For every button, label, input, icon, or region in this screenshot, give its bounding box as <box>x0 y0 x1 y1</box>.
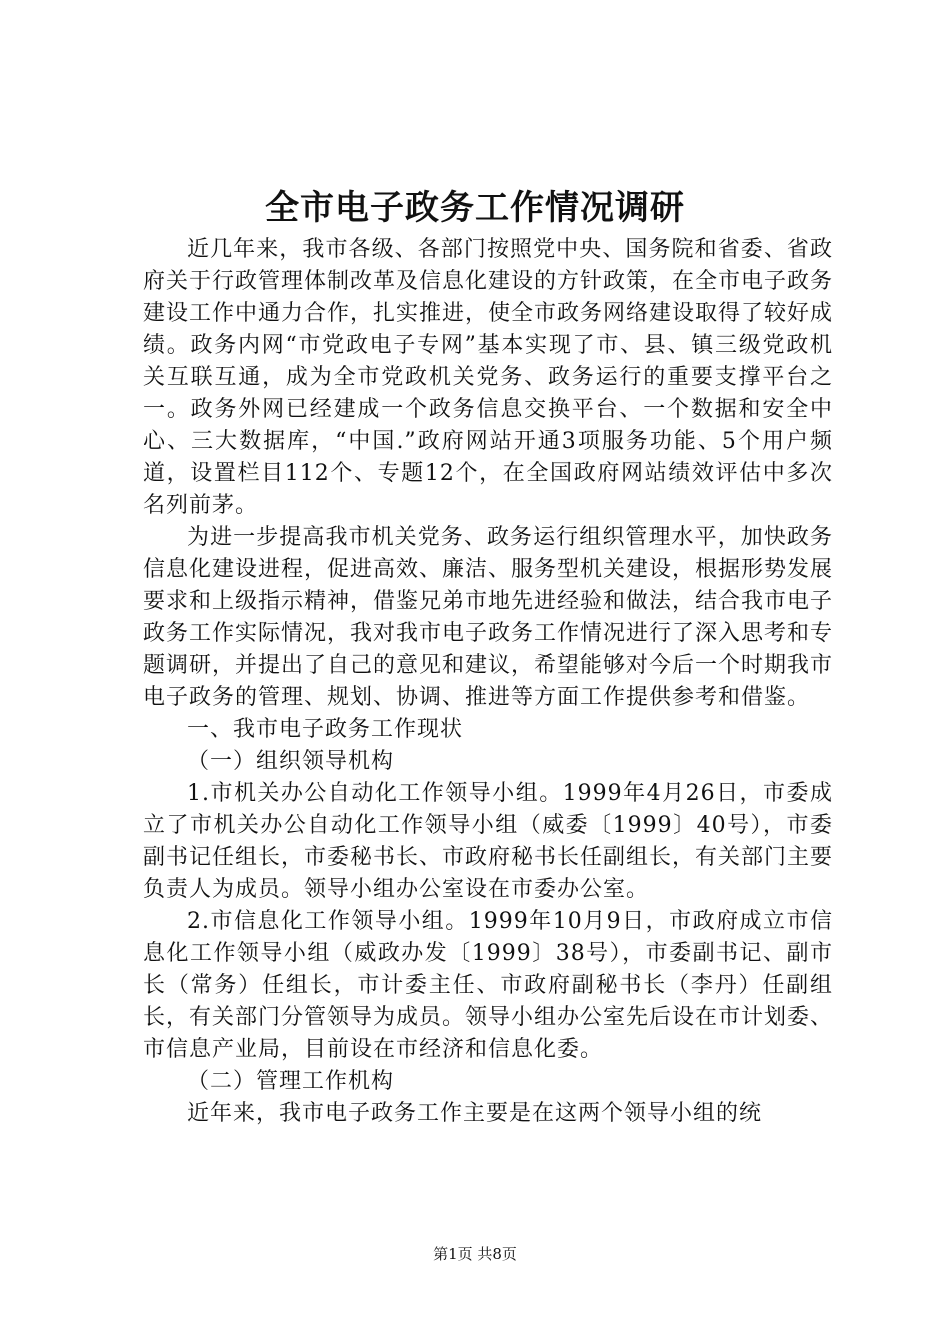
paragraph-item-1: 1.市机关办公自动化工作领导小组。1999年4月26日，市委成立了市机关办公自动化工作领导小组（威委〔1999〕40号），市委副书记任组长，市委秘书长、市政府秘书长任副组长，有关部门主要负责人为成员。领导小组办公室设在市委办公室。 <box>143 781 834 902</box>
paragraph-continuation: 近年来，我市电子政务工作主要是在这两个领导小组的统 <box>187 1101 763 1126</box>
paragraph-purpose: 为进一步提高我市机关党务、政务运行组织管理水平，加快政务信息化建设进程，促进高效、廉洁、服务型机关建设，根据形势发展要求和上级指示精神，借鉴兄弟市地先进经验和做法，结合我市电子政务工作实际情况，我对我市电子政务工作情况进行了深入思考和专题调研，并提出了自己的意见和建议，希望能够对今后一个时期我市电子政务的管理、规划、协调、推进等方面工作提供参考和借鉴。 <box>143 525 834 710</box>
section-heading: 一、我市电子政务工作现状 <box>187 717 464 742</box>
paragraph-item-2: 2.市信息化工作领导小组。1999年10月9日，市政府成立市信息化工作领导小组（威政办发〔1999〕38号），市委副书记、副市长（常务）任组长，市计委主任、市政府副秘书长（李丹）任副组长，有关部门分管领导为成员。领导小组办公室先后设在市计划委、市信息产业局，目前设在市经济和信息化委。 <box>143 909 834 1062</box>
subsection-heading: （一）组织领导机构 <box>187 749 395 774</box>
document-body <box>143 234 833 1130</box>
page-footer: 第1页 共8页 <box>433 1245 517 1263</box>
subsection-heading: （二）管理工作机构 <box>187 1069 395 1094</box>
document-title: 全市电子政务工作情况调研 <box>265 188 685 228</box>
paragraph-intro: 近几年来，我市各级、各部门按照党中央、国务院和省委、省政府关于行政管理体制改革及信息化建设的方针政策，在全市电子政务建设工作中通力合作，扎实推进，使全市政务网络建设取得了较好成绩。政务内网“市党政电子专网”基本实现了市、县、镇三级党政机关互联互通，成为全市党政机关党务、政务运行的重要支撑平台之一。政务外网已经建成一个政务信息交换平台、一个数据和安全中心、三大数据库，“中国.”政府网站开通3项服务功能、5个用户频道，设置栏目112个、专题12个，在全国政府网站绩效评估中多次名列前茅。 <box>143 237 834 518</box>
